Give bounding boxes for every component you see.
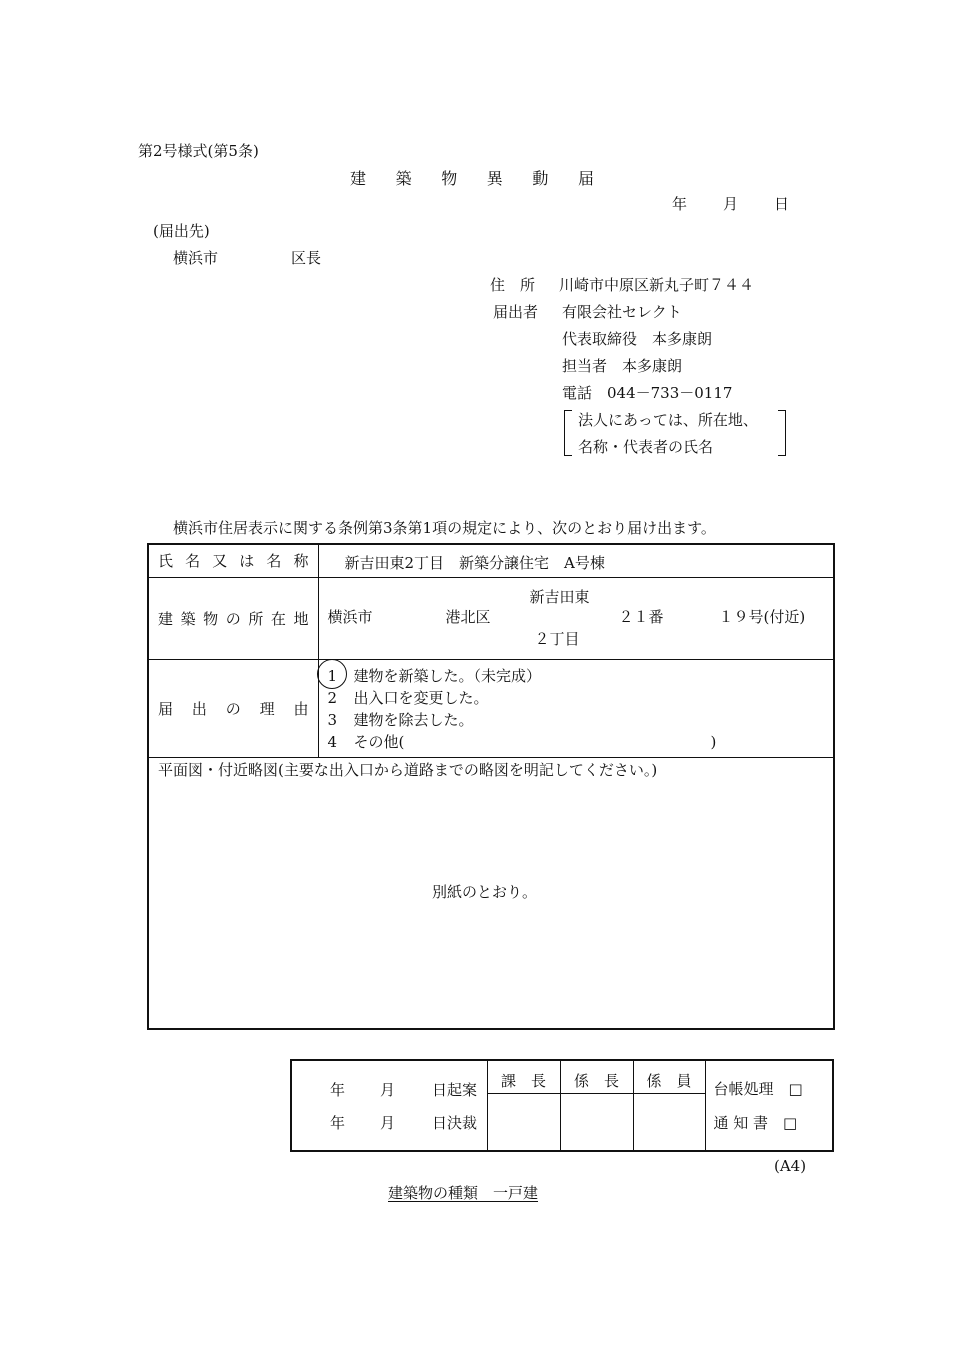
decision-day: 日決裁 — [432, 1114, 478, 1132]
location-cell — [318, 577, 834, 659]
reason-1-num: 1 — [327, 666, 338, 685]
recipient-label: (届出先) — [153, 222, 210, 240]
form-number: 第2号様式(第5条) — [138, 142, 259, 160]
stamp-staff — [633, 1093, 705, 1151]
reason-2-num: 2 — [327, 688, 338, 707]
name-value: 新吉田東2丁目 新築分譲住宅 A号棟 — [318, 544, 834, 577]
draft-year: 年 — [330, 1081, 346, 1099]
note-line-2: 名称・代表者の氏名 — [578, 438, 714, 456]
map-content: 別紙のとおり。 — [432, 882, 538, 901]
header-subsection-chief: 係 長 — [560, 1060, 633, 1093]
office-use-box — [290, 1059, 834, 1152]
phone-number: 電話 044－733－0117 — [562, 384, 733, 402]
location-ban: ２１番 — [618, 607, 664, 626]
reason-4-text: その他( — [353, 732, 405, 751]
date-year: 年 — [672, 195, 688, 213]
map-cell — [148, 757, 834, 1029]
reason-1-text: 建物を新築した。（未完成） — [353, 666, 542, 685]
company-name: 有限会社セレクト — [562, 303, 682, 321]
applicant-label: 届出者 — [493, 303, 539, 321]
map-label: 平面図・付近略図(主要な出入口から道路までの略図を明記してください。) — [158, 760, 658, 779]
name-label: 氏名又は名称 — [148, 544, 318, 577]
reason-4-close: ) — [710, 732, 717, 751]
location-label: 建築物の所在地 — [148, 577, 318, 659]
notification-table — [147, 543, 835, 1030]
building-type: 建築物の種類 一戸建 — [388, 1184, 539, 1202]
date-fields — [291, 1060, 487, 1151]
notice-check: 通 知 書 □ — [713, 1114, 798, 1132]
location-chome: ２丁目 — [534, 629, 580, 648]
contact-person: 担当者 本多康朗 — [562, 357, 683, 375]
reason-cell — [318, 659, 834, 757]
representative: 代表取締役 本多康朗 — [562, 330, 713, 348]
stamp-subsection-chief — [560, 1093, 633, 1151]
note-bracket-left — [564, 410, 572, 456]
intro-text: 横浜市住居表示に関する条例第3条第1項の規定により、次のとおり届け出ます。 — [173, 519, 716, 537]
recipient-city: 横浜市 — [173, 249, 219, 267]
paper-size: (A4) — [774, 1157, 807, 1175]
draft-month: 月 — [380, 1081, 396, 1099]
date-month: 月 — [723, 195, 739, 213]
decision-year: 年 — [330, 1114, 346, 1132]
location-town: 新吉田東 — [529, 587, 590, 606]
recipient-ward-head: 区長 — [291, 249, 322, 267]
address-value: 川崎市中原区新丸子町７４４ — [559, 276, 755, 294]
location-ward: 港北区 — [445, 607, 491, 626]
document-title: 建築物異動届 — [350, 169, 624, 188]
reason-label: 届出の理由 — [148, 659, 318, 757]
address-label: 住 所 — [490, 276, 536, 294]
date-day: 日 — [774, 195, 790, 213]
stamp-section-chief — [487, 1093, 560, 1151]
ledger-cell — [705, 1060, 833, 1151]
ledger-check: 台帳処理 □ — [713, 1080, 803, 1098]
draft-day: 日起案 — [432, 1081, 478, 1099]
header-staff: 係 員 — [633, 1060, 705, 1093]
header-section-chief: 課 長 — [487, 1060, 560, 1093]
reason-3-text: 建物を除去した。 — [353, 710, 474, 729]
note-bracket-right — [778, 410, 786, 456]
reason-2-text: 出入口を変更した。 — [353, 688, 489, 707]
decision-month: 月 — [380, 1114, 396, 1132]
location-city: 横浜市 — [327, 607, 373, 626]
reason-4-num: 4 — [327, 732, 338, 751]
note-line-1: 法人にあっては、所在地、 — [578, 411, 758, 429]
reason-3-num: 3 — [327, 710, 338, 729]
location-go: １９号(付近) — [718, 607, 806, 626]
